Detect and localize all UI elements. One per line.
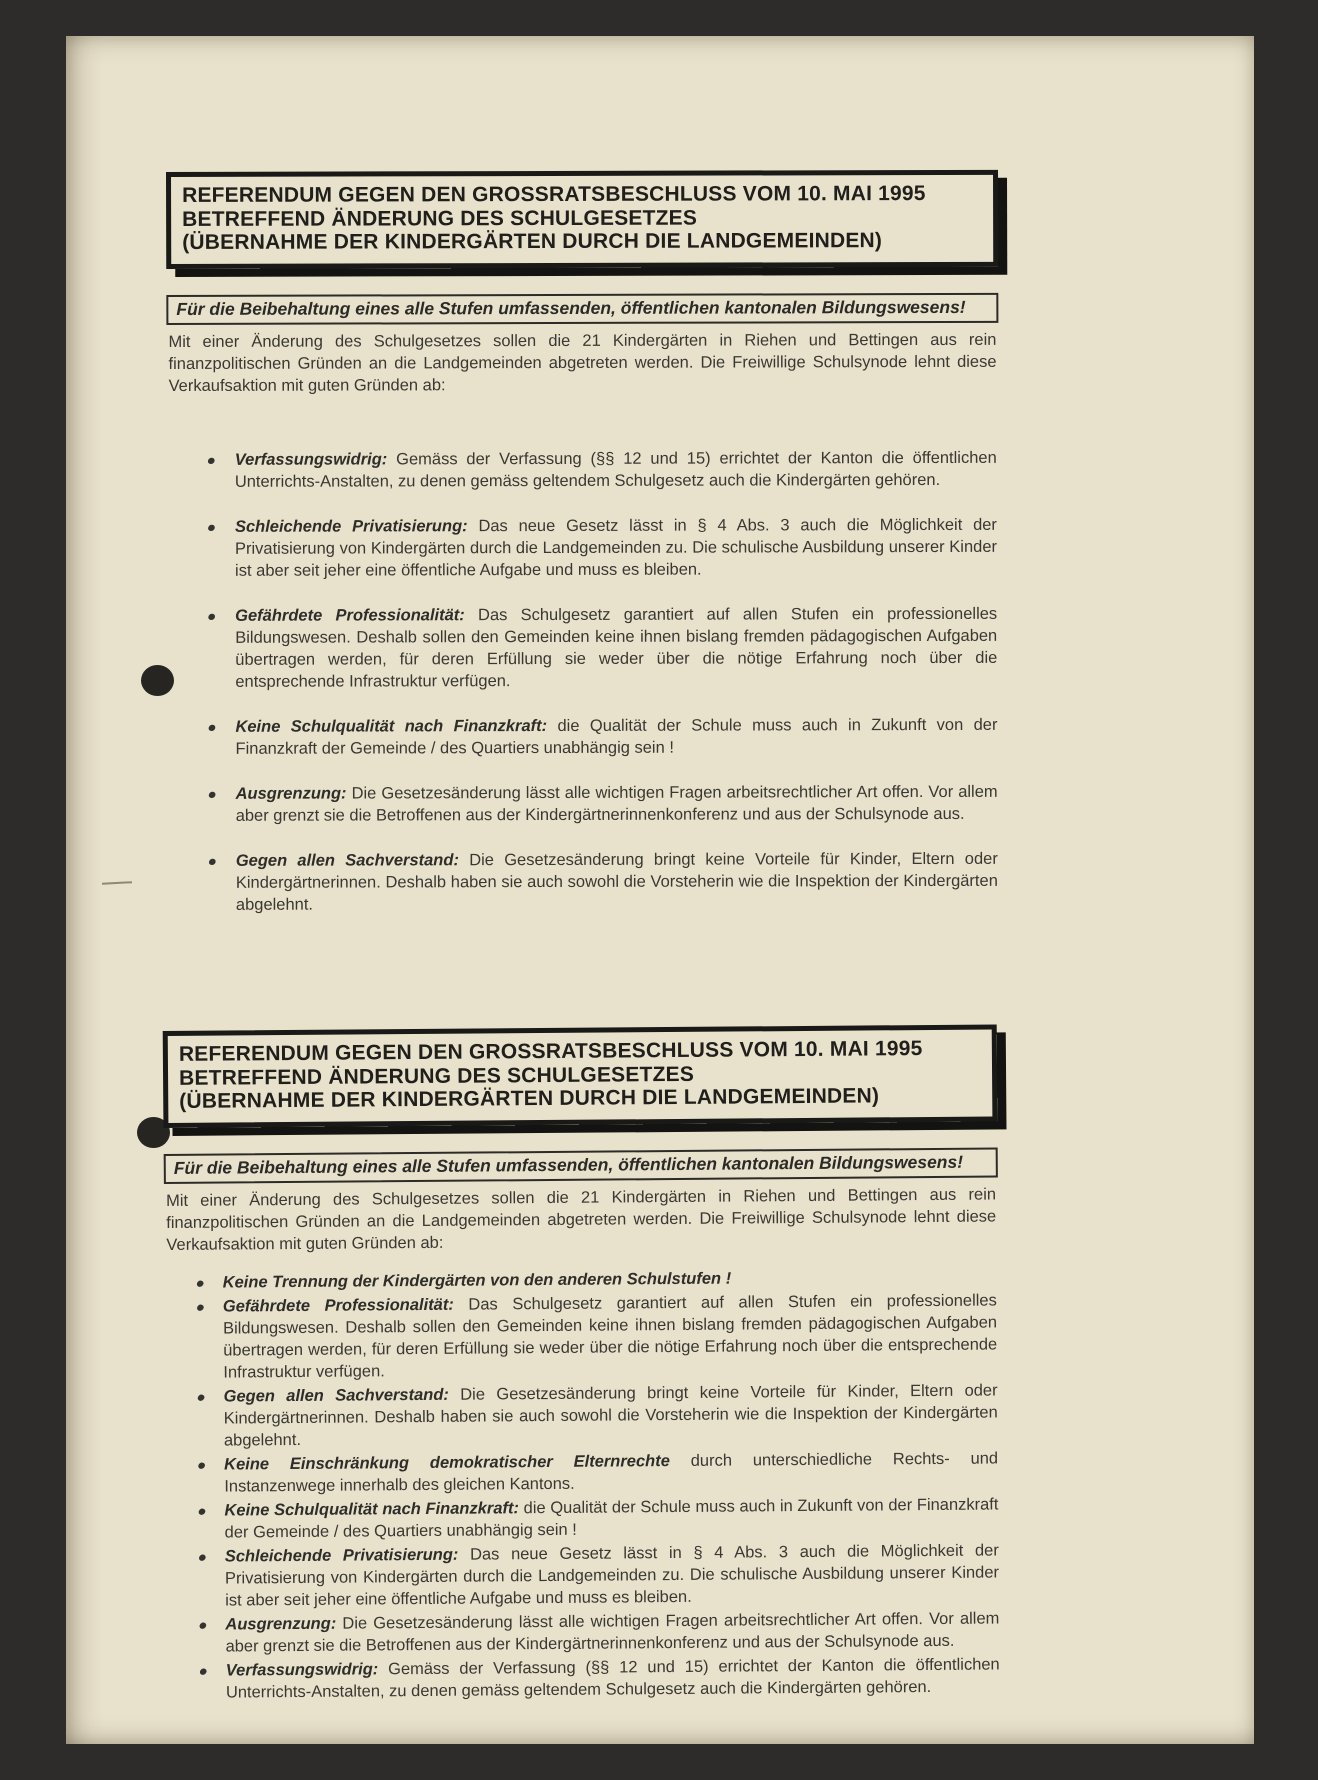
bullet-item — [167, 713, 999, 759]
bullet-dot-icon — [198, 1621, 207, 1630]
bullet-lead: Schleichende Privatisierung: — [234, 516, 468, 536]
bullet-text: die Qualität der Schule muss auch in Zukunft von der Finanzkraft der Gemeinde / des Quartiers unabhängig sein ! — [224, 1494, 999, 1542]
bullet-item — [167, 1539, 1001, 1612]
bullet-lead: Ausgrenzung: — [235, 784, 347, 803]
bullet-text: Das neue Gesetz lässt in § 4 Abs. 3 auch die Möglichkeit der Privatisierung von Kindergärten durch die Landgemeinden zu. Die schulische Ausbildung unserer Kinder ist aber seit jeher eine öffentliche Aufgabe und muss es bleiben. — [224, 1540, 1000, 1610]
crease-mark — [102, 881, 132, 885]
bullet-list — [167, 446, 1000, 915]
bullet-item — [168, 780, 1000, 826]
bullet-text: Die Gesetzesänderung lässt alle wichtigen Fragen arbeitsrechtlicher Art offen. Vor allem aber grenzt sie die Betroffenen aus der Kindergärtnerinnenkonferenz und aus der Schulsynode aus. — [225, 1608, 1000, 1656]
bullet-text: Gemäss der Verfassung (§§ 12 und 15) errichtet der Kanton die öffentlichen Unterrichts-Anstalten, zu denen gemäss geltendem Schulgesetz auch die Kindergärten gehören. — [234, 448, 997, 491]
title-box — [166, 170, 998, 269]
bullet-lead: Keine Schulqualität nach Finanzkraft: — [224, 1498, 520, 1520]
bullet-text: Die Gesetzesänderung bringt keine Vorteile für Kinder, Eltern oder Kindergärtnerinnen. Deshalb haben sie auch sowohl die Vorsteherin wie die Inspektion der Kindergärten abgelehnt. — [223, 1380, 998, 1450]
bullet-lead: Gegen allen Sachverstand: — [223, 1385, 449, 1406]
bullet-lead: Gefährdete Professionalität: — [235, 605, 465, 625]
bullet-item — [166, 1447, 1000, 1498]
title-box — [163, 1024, 998, 1127]
bullet-lead: Ausgrenzung: — [225, 1614, 337, 1634]
bullet-dot-icon — [196, 1303, 205, 1312]
bullet-dot-icon — [207, 523, 216, 532]
bullet-dot-icon — [208, 857, 217, 866]
title-line-2: BETREFFEND ÄNDERUNG DES SCHULGESETZES — [182, 206, 698, 231]
bullet-lead: Keine Trennung der Kindergärten von den anderen Schulstufen ! — [222, 1269, 732, 1292]
bullet-text: durch unterschiedliche Rechts- und Instanzenwege innerhalb des gleichen Kantons. — [224, 1448, 999, 1496]
bullet-item — [165, 1289, 1000, 1384]
banner-text: Für die Beibehaltung eines alle Stufen umfassenden, öffentlichen kantonalen Bildungswesens! — [176, 296, 966, 319]
scanned-paper-sheet — [66, 36, 1254, 1744]
title-line-3: (ÜBERNAHME DER KINDERGÄRTEN DURCH DIE LANDGEMEINDEN) — [179, 1084, 880, 1113]
bullet-item — [167, 1607, 1001, 1658]
bullet-dot-icon — [198, 1553, 207, 1562]
bullet-item — [166, 1493, 1000, 1544]
bullet-lead: Schleichende Privatisierung: — [224, 1545, 459, 1566]
bullet-dot-icon — [207, 612, 216, 621]
title-line-2: BETREFFEND ÄNDERUNG DES SCHULGESETZES — [178, 1062, 695, 1090]
bullet-dot-icon — [199, 1667, 208, 1676]
bullet-dot-icon — [196, 1279, 205, 1288]
bullet-list — [165, 1265, 1002, 1704]
bullet-dot-icon — [207, 456, 216, 465]
referendum-section-upper — [166, 170, 1000, 939]
bullet-dot-icon — [207, 723, 216, 732]
bullet-text: Die Gesetzesänderung lässt alle wichtigen Fragen arbeitsrechtlicher Art offen. Vor allem aber grenzt sie die Betroffenen aus der Kindergärtnerinnenkonferenz und aus der Schulsynode aus. — [235, 782, 998, 825]
bullet-item — [165, 1379, 999, 1452]
bullet-dot-icon — [197, 1507, 206, 1516]
bullet-item — [167, 446, 999, 492]
bullet-text: Das neue Gesetz lässt in § 4 Abs. 3 auch die Möglichkeit der Privatisierung von Kindergärten durch die Landgemeinden zu. Die schulische Ausbildung unserer Kinder ist aber seit jeher eine öffentliche Aufgabe und muss es bleiben. — [234, 515, 998, 580]
bullet-text: Das Schulgesetz garantiert auf allen Stufen ein professionelles Bildungswesen. Deshalb sollen den Gemeinden keine ihnen bislang fremden pädagogischen Aufgaben übertragen werden, für deren Erfüllung sie weder über die nötige Erfahrung noch über die entsprechende Infrastruktur verfügen. — [235, 604, 998, 691]
bullet-item — [167, 513, 999, 581]
bullet-text: Das Schulgesetz garantiert auf allen Stufen ein professionelles Bildungswesen. Deshalb sollen den Gemeinden keine ihnen bislang fremden pädagogischen Aufgaben übertragen werden, für deren Erfüllung sie weder über die nötige Erfahrung noch über die entsprechende Infrastruktur verfügen. — [222, 1290, 998, 1382]
bullet-dot-icon — [196, 1393, 205, 1402]
bullet-text: Gemäss der Verfassung (§§ 12 und 15) errichtet der Kanton die öffentlichen Unterrichts-Anstalten, zu denen gemäss geltendem Schulgesetz auch die Kindergärten gehören. — [225, 1654, 1000, 1702]
bullet-item — [168, 1653, 1002, 1704]
bullet-lead: Verfassungswidrig: — [234, 449, 388, 469]
intro-paragraph: Mit einer Änderung des Schulgesetzes sollen die 21 Kindergärten in Riehen und Bettingen aus rein finanzpolitischen Gründen an die Landgemeinden abgetreten werden. Die Freiwillige Schulsynode lehnt diese Verkaufsaktion mit guten Gründen ab: — [168, 330, 997, 395]
bullet-dot-icon — [208, 790, 217, 799]
bullet-dot-icon — [197, 1461, 206, 1470]
bullet-item — [167, 602, 999, 692]
referendum-section-lower — [163, 1024, 1002, 1705]
banner-text: Für die Beibehaltung eines alle Stufen umfassenden, öffentlichen kantonalen Bildungswesens! — [173, 1151, 964, 1178]
bullet-lead: Gefährdete Professionalität: — [222, 1295, 454, 1316]
bullet-item — [168, 847, 1000, 915]
title-line-3: (ÜBERNAHME DER KINDERGÄRTEN DURCH DIE LANDGEMEINDEN) — [182, 229, 883, 254]
bullet-lead: Verfassungswidrig: — [225, 1659, 379, 1680]
bullet-lead: Keine Schulqualität nach Finanzkraft: — [235, 716, 548, 736]
title-line-1: REFERENDUM GEGEN DEN GROSSRATSBESCHLUSS VOM 10. MAI 1995 — [182, 182, 926, 207]
banner-box — [164, 1147, 998, 1184]
title-line-1: REFERENDUM GEGEN DEN GROSSRATSBESCHLUSS VOM 10. MAI 1995 — [178, 1037, 923, 1066]
bullet-text: Die Gesetzesänderung bringt keine Vorteile für Kinder, Eltern oder Kindergärtnerinnen. Deshalb haben sie auch sowohl die Vorsteherin wie die Inspektion der Kindergärten abgelehnt. — [235, 849, 998, 914]
intro-paragraph: Mit einer Änderung des Schulgesetzes sollen die 21 Kindergärten in Riehen und Bettingen aus rein finanzpolitischen Gründen an die Landgemeinden abgetreten werden. Die Freiwillige Schulsynode lehnt diese Verkaufsaktion mit guten Gründen ab: — [165, 1184, 997, 1254]
banner-box — [166, 292, 998, 324]
bullet-text: die Qualität der Schule muss auch in Zukunft von der Finanzkraft der Gemeinde / des Quartiers unabhängig sein ! — [235, 715, 998, 758]
bullet-lead: Gegen allen Sachverstand: — [235, 850, 459, 870]
bullet-lead: Keine Einschränkung demokratischer Elternrechte — [224, 1451, 670, 1474]
